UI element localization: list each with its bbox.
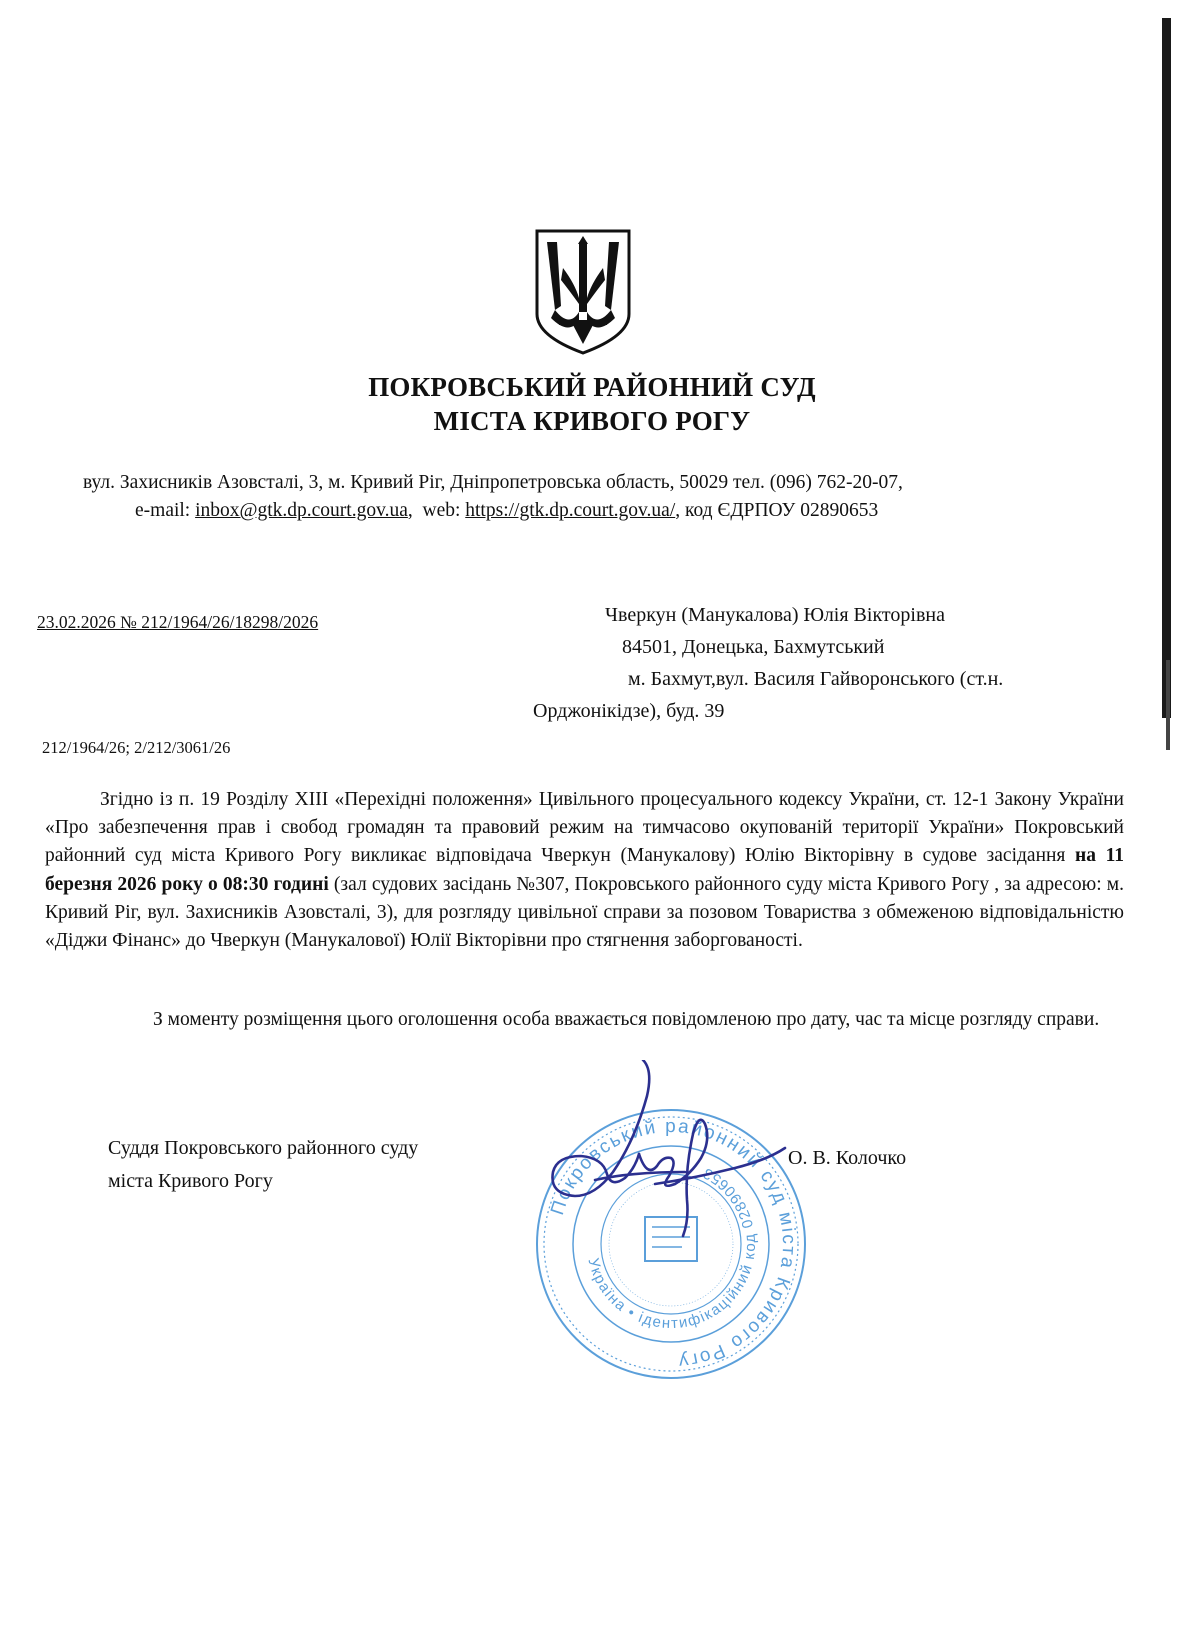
summons-paragraph [45, 786, 1124, 955]
email-label: e-mail: [135, 500, 196, 521]
scan-edge-shadow-lower [1166, 660, 1170, 750]
recipient-address-line1: 84501, Донецька, Бахмутський [622, 636, 885, 658]
recipient-name: Чверкун (Манукалова) Юлія Вікторівна [605, 604, 945, 626]
recipient-address-line2: м. Бахмут,вул. Василя Гайворонського (ст.н. [628, 668, 1004, 690]
judge-signature [535, 1060, 795, 1270]
summons-text-part2: (зал судових засідань №307, Покровського районного суду міста Кривого Рогу , за адресою: м. Кривий Ріг, вул. Захисників Азовсталі, 3), для розгляду цивільної справи за позовом Товариства з обмеженою відповідальністю «Діджи Фінанс» до Чверкун (Манукалової) Юлії Вікторівни про стягнення заборгованості. [45, 873, 1124, 952]
web-label: web: [422, 500, 466, 521]
judge-title-line1: Суддя Покровського районного суду [108, 1137, 419, 1159]
court-address: вул. Захисників Азовсталі, 3, м. Кривий Ріг, Дніпропетровська область, 50029 тел. (096) 762-20-07, [83, 472, 903, 493]
email-link[interactable]: inbox@gtk.dp.court.gov.ua [195, 500, 408, 521]
notice-paragraph: З моменту розміщення цього оголошення особа вважається повідомленою про дату, час та місце розгляду справи. [153, 1009, 1100, 1030]
judge-name: О. В. Колочко [788, 1147, 907, 1169]
hearing-date-time: на 11 березня 2026 року о 08:30 годині [45, 845, 1124, 895]
summons-text-part1: Згідно із п. 19 Розділу XIII «Перехідні положення» Цивільного процесуального кодексу України, ст. 12-1 Закону України «Про забезпечення прав і свобод громадян та правовий режим на тимчасово окупованій території України» Покровський районний суд міста Кривого Рогу викликає відповідача Чверкун (Манукалову) Юлію Вікторівну в судове засідання [45, 789, 1124, 867]
judge-title-line2: міста Кривого Рогу [108, 1170, 273, 1192]
court-name-line2: МІСТА КРИВОГО РОГУ [433, 406, 751, 436]
outgoing-date-number: 23.02.2026 № 212/1964/26/18298/2026 [37, 612, 319, 632]
recipient-address-line3: Орджонікідзе), буд. 39 [533, 700, 725, 722]
coat-of-arms-icon [533, 228, 633, 356]
web-link[interactable]: https://gtk.dp.court.gov.ua/ [465, 500, 676, 521]
court-contacts: e-mail: inbox@gtk.dp.court.gov.ua, web: https://gtk.dp.court.gov.ua/, код ЄДРПОУ 02890653 [135, 500, 879, 521]
case-numbers: 212/1964/26; 2/212/3061/26 [42, 738, 231, 757]
seal-inner-text: Україна • ідентифікаційний код 02890653 [584, 1163, 760, 1333]
seal-outer-text: Покровський районний суд міста Кривого Рогу [547, 1115, 800, 1372]
court-name-line1: ПОКРОВСЬКИЙ РАЙОННИЙ СУД [368, 372, 816, 402]
edrpou-code: , код ЄДРПОУ 02890653 [675, 500, 879, 521]
scan-edge-shadow [1162, 18, 1171, 718]
